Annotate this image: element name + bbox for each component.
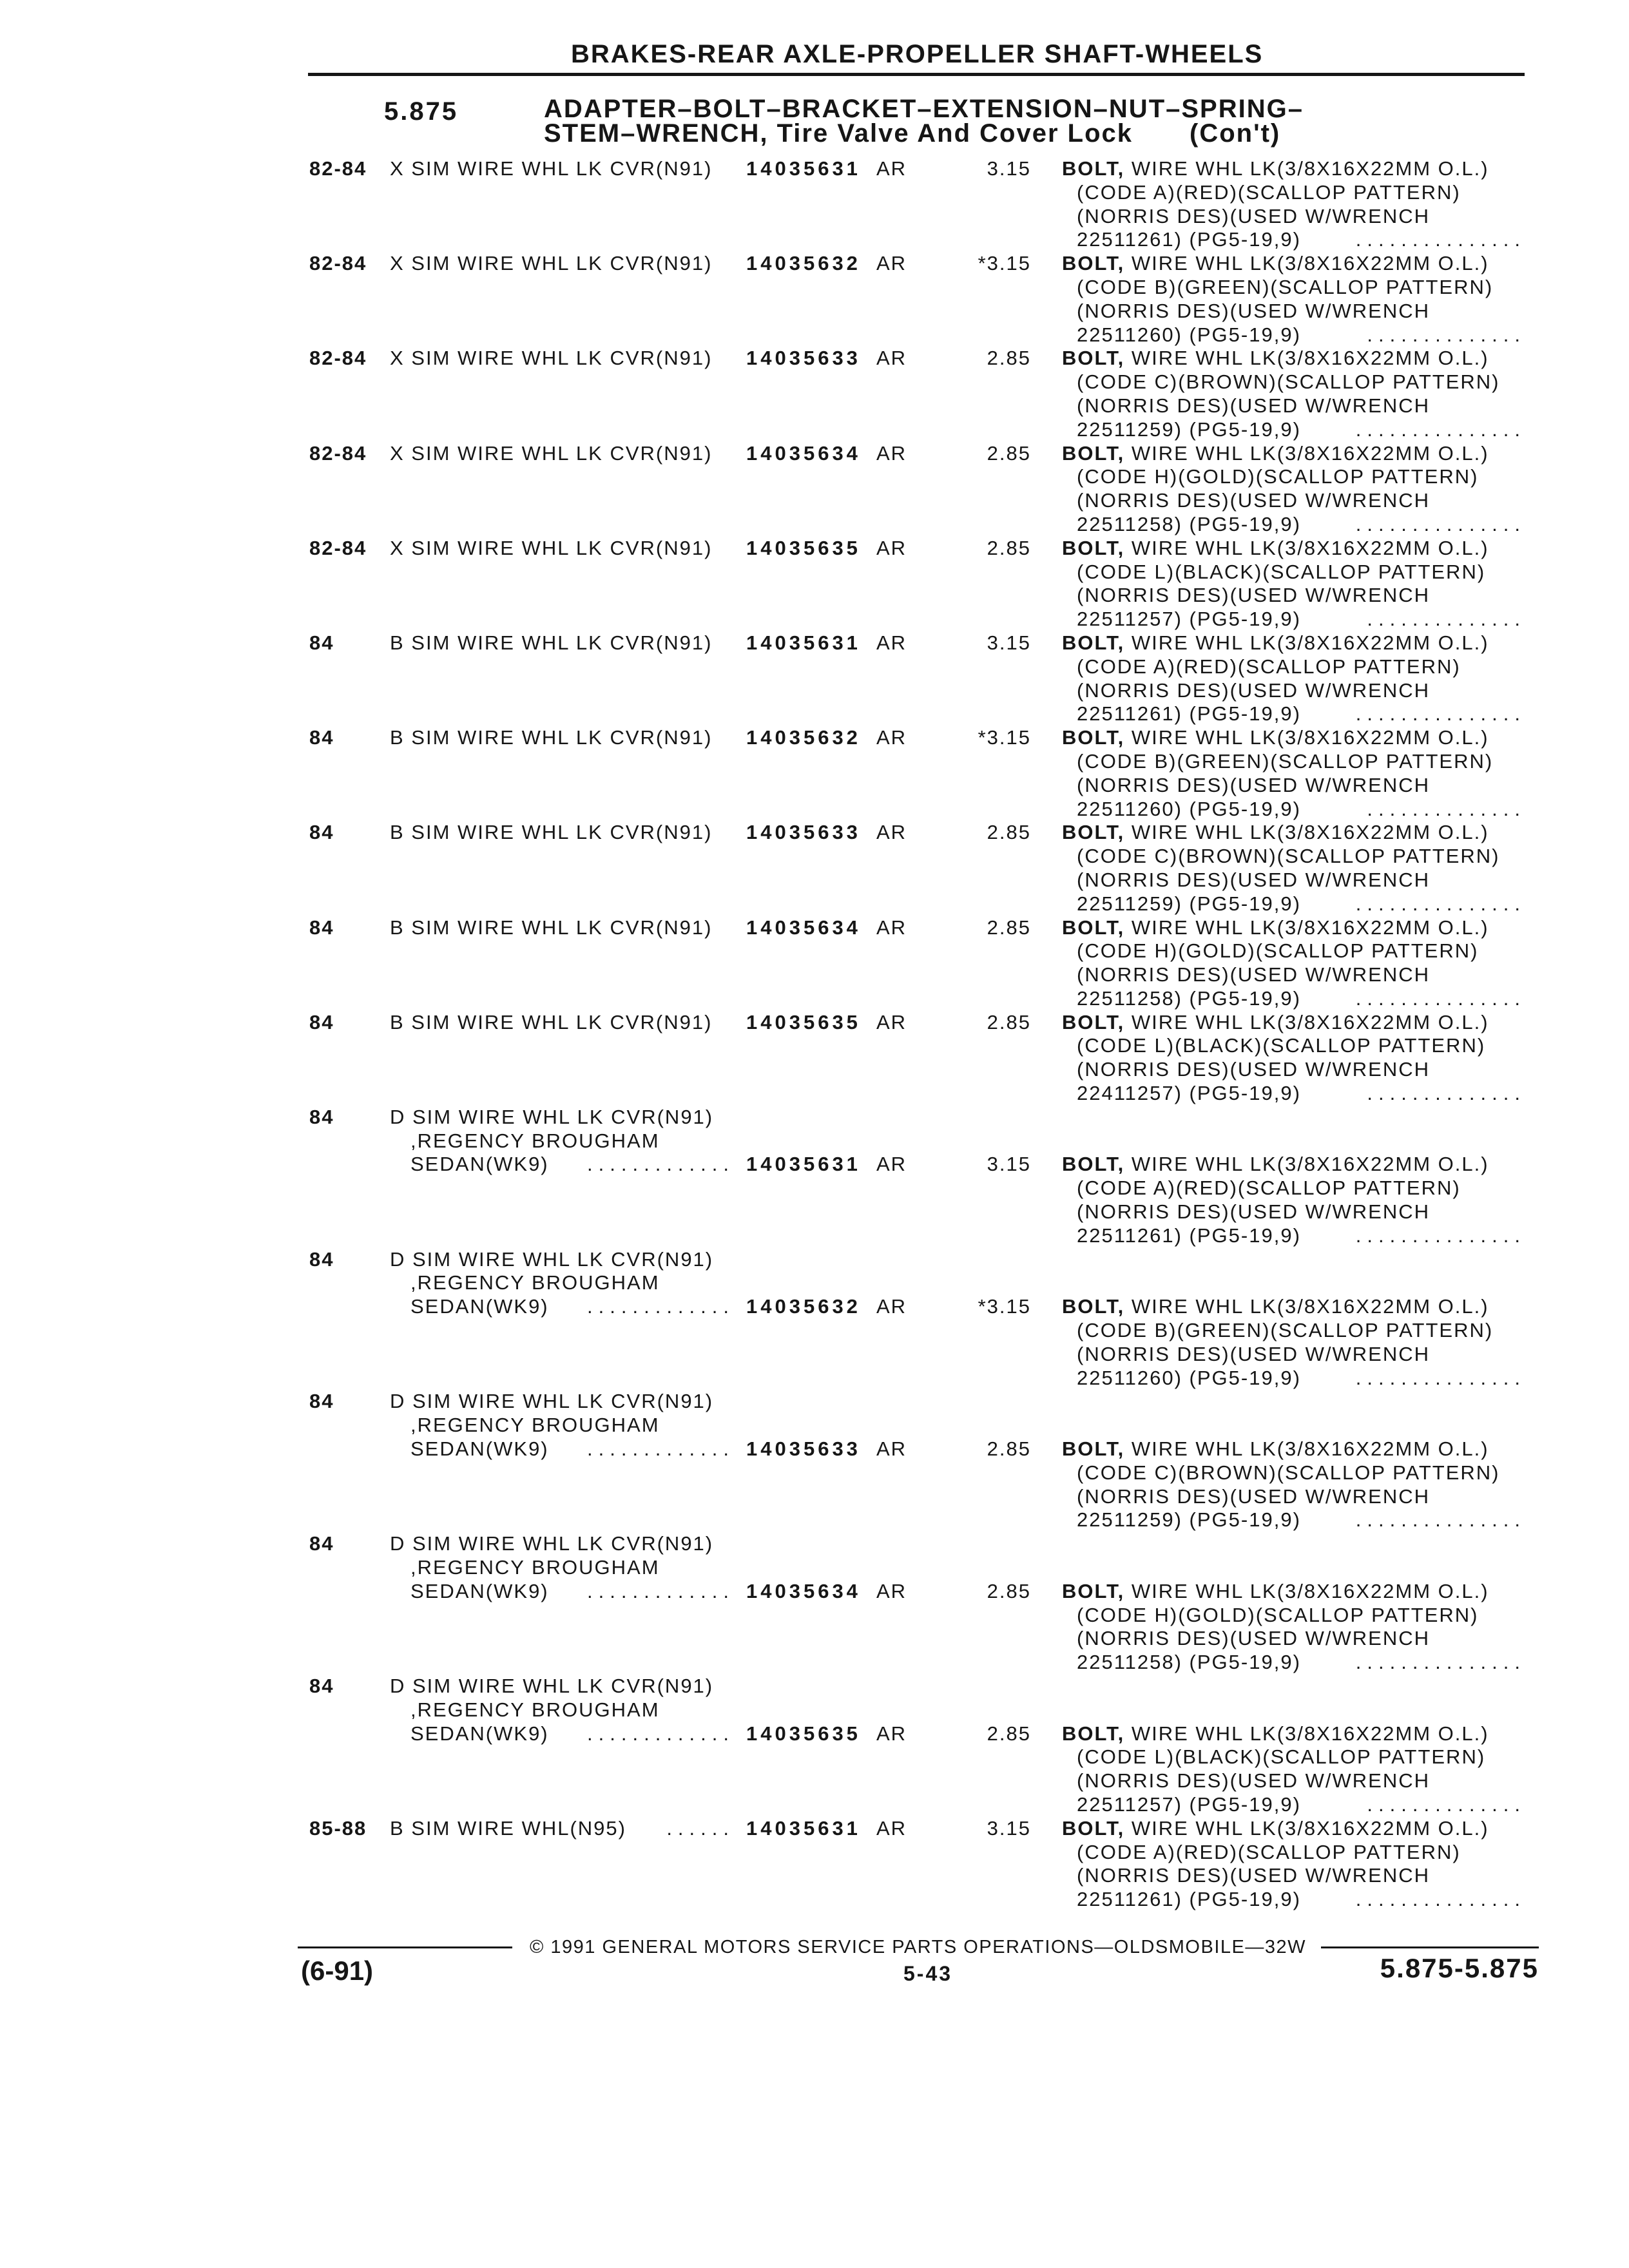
price: 3.15 [987,157,1031,180]
parts-entry [0,347,1629,441]
description-dot-leader: ............... [1355,702,1526,726]
description-line: (NORRIS DES)(USED W/WRENCH [1077,489,1430,512]
price: *3.15 [978,252,1031,275]
usage-line: ,REGENCY BROUGHAM [410,1129,660,1152]
part-number: 14035634 [746,1579,861,1602]
quantity: AR [876,252,907,275]
description-dot-leader: ............... [1355,512,1526,535]
usage-line: ,REGENCY BROUGHAM [410,1271,660,1294]
description-dot-leader: ............... [1355,228,1526,251]
description-line: 22511259) (PG5-19,9) [1077,1508,1301,1532]
description-line: (NORRIS DES)(USED W/WRENCH [1077,584,1430,607]
parts-entry [0,157,1629,252]
part-number: 14035635 [746,1722,861,1745]
usage-line: X SIM WIRE WHL LK CVR(N91) [390,347,713,370]
usage-line: B SIM WIRE WHL LK CVR(N91) [390,726,713,749]
footer-copyright-row [298,1937,1539,1957]
description-line: (CODE H)(GOLD)(SCALLOP PATTERN) [1077,465,1479,488]
price: 2.85 [987,1437,1031,1461]
quantity: AR [876,631,907,654]
description-dot-leader: ............... [1355,1888,1526,1911]
description-line [1062,1011,1489,1035]
footer-rule-right [1321,1946,1539,1948]
part-name: BOLT, [1062,821,1125,844]
quantity: AR [876,441,907,465]
usage-line: B SIM WIRE WHL LK CVR(N91) [390,1010,713,1033]
description-line: (NORRIS DES)(USED W/WRENCH [1077,1627,1430,1650]
description-dot-leader: ............... [1355,1366,1526,1389]
description-text: WIRE WHL LK(3/8X16X22MM O.L.) [1131,726,1489,749]
usage-line: SEDAN(WK9) [410,1437,549,1461]
description-dot-leader: .............. [1367,1082,1526,1105]
description-line [1062,1817,1489,1841]
model-years: 84 [309,631,334,654]
description-dot-leader: ............... [1355,1224,1526,1247]
part-number: 14035633 [746,347,861,370]
description-line [1062,442,1489,466]
description-line: 22511258) (PG5-19,9) [1077,986,1301,1010]
usage-line: D SIM WIRE WHL LK CVR(N91) [390,1675,714,1698]
usage-line: X SIM WIRE WHL LK CVR(N91) [390,536,713,559]
description-line: 22411257) (PG5-19,9) [1077,1082,1301,1105]
description-text: WIRE WHL LK(3/8X16X22MM O.L.) [1131,1816,1489,1840]
description-line: (CODE C)(BROWN)(SCALLOP PATTERN) [1077,370,1500,394]
description-text: WIRE WHL LK(3/8X16X22MM O.L.) [1131,347,1489,370]
description-line: (NORRIS DES)(USED W/WRENCH [1077,773,1430,796]
quantity: AR [876,1010,907,1033]
description-line [1062,821,1489,845]
description-line: (CODE C)(BROWN)(SCALLOP PATTERN) [1077,1461,1500,1484]
part-number: 14035631 [746,1816,861,1840]
description-line: (CODE B)(GREEN)(SCALLOP PATTERN) [1077,1319,1494,1342]
usage-line: X SIM WIRE WHL LK CVR(N91) [390,157,713,180]
description-dot-leader: .............. [1367,797,1526,820]
model-years: 82-84 [309,536,367,559]
description-line: (CODE A)(RED)(SCALLOP PATTERN) [1077,655,1461,678]
description-line: (NORRIS DES)(USED W/WRENCH [1077,299,1430,322]
description-text: WIRE WHL LK(3/8X16X22MM O.L.) [1131,536,1489,559]
parts-entry [0,252,1629,347]
price: 2.85 [987,536,1031,559]
description-line: (NORRIS DES)(USED W/WRENCH [1077,1864,1430,1887]
part-name: BOLT, [1062,157,1125,180]
model-years: 82-84 [309,252,367,275]
page-number: 5-43 [903,1962,953,1985]
price: 2.85 [987,1722,1031,1745]
description-line: 22511261) (PG5-19,9) [1077,228,1301,251]
usage-line: D SIM WIRE WHL LK CVR(N91) [390,1247,714,1271]
parts-entry [0,1248,1629,1390]
parts-entry [0,1011,1629,1106]
description-line: (NORRIS DES)(USED W/WRENCH [1077,678,1430,702]
parts-entry [0,916,1629,1011]
parts-entry [0,442,1629,537]
price: 3.15 [987,1816,1031,1840]
description-text: WIRE WHL LK(3/8X16X22MM O.L.) [1131,1010,1489,1033]
description-line: 22511261) (PG5-19,9) [1077,1888,1301,1911]
quantity: AR [876,1816,907,1840]
model-years: 85-88 [309,1816,367,1840]
usage-line: SEDAN(WK9) [410,1579,549,1602]
part-name: BOLT, [1062,1295,1125,1318]
description-line [1062,157,1489,181]
parts-entry [0,1390,1629,1532]
usage-line: D SIM WIRE WHL LK CVR(N91) [390,1390,714,1413]
price: 2.85 [987,821,1031,844]
description-line [1062,916,1489,940]
description-line [1062,252,1489,276]
usage-line: SEDAN(WK9) [410,1153,549,1176]
usage-dot-leader: ............. [587,1153,735,1176]
model-years: 84 [309,1675,334,1698]
description-dot-leader: .............. [1367,608,1526,631]
description-line: (CODE A)(RED)(SCALLOP PATTERN) [1077,1840,1461,1863]
description-line: (CODE C)(BROWN)(SCALLOP PATTERN) [1077,845,1500,868]
description-text: WIRE WHL LK(3/8X16X22MM O.L.) [1131,1579,1489,1602]
parts-list [0,157,1629,1912]
section-title-line-1: ADAPTER–BOLT–BRACKET–EXTENSION–NUT–SPRING– [544,95,1304,123]
usage-line: D SIM WIRE WHL LK CVR(N91) [390,1105,714,1128]
part-name: BOLT, [1062,441,1125,465]
part-name: BOLT, [1062,726,1125,749]
section-range: 5.875-5.875 [1380,1953,1539,1983]
part-number: 14035635 [746,536,861,559]
description-text: WIRE WHL LK(3/8X16X22MM O.L.) [1131,252,1489,275]
part-number: 14035631 [746,157,861,180]
description-line: 22511259) (PG5-19,9) [1077,418,1301,441]
parts-entry [0,726,1629,821]
parts-entry [0,1106,1629,1248]
description-dot-leader: .............. [1367,323,1526,346]
price: 2.85 [987,916,1031,939]
description-text: WIRE WHL LK(3/8X16X22MM O.L.) [1131,441,1489,465]
description-line: (NORRIS DES)(USED W/WRENCH [1077,1058,1430,1081]
description-line: (NORRIS DES)(USED W/WRENCH [1077,204,1430,227]
description-line: 22511261) (PG5-19,9) [1077,702,1301,726]
usage-line: SEDAN(WK9) [410,1722,549,1745]
description-line: 22511260) (PG5-19,9) [1077,323,1301,346]
part-name: BOLT, [1062,916,1125,939]
price: 2.85 [987,1579,1031,1602]
description-dot-leader: ............... [1355,1508,1526,1532]
description-line: (NORRIS DES)(USED W/WRENCH [1077,394,1430,417]
part-name: BOLT, [1062,1816,1125,1840]
description-line: (CODE A)(RED)(SCALLOP PATTERN) [1077,180,1461,204]
model-years: 84 [309,1105,334,1128]
price: 2.85 [987,441,1031,465]
quantity: AR [876,1579,907,1602]
usage-line: D SIM WIRE WHL LK CVR(N91) [390,1532,714,1555]
page-header-title: BRAKES-REAR AXLE-PROPELLER SHAFT-WHEELS [571,40,1264,68]
part-number: 14035632 [746,726,861,749]
parts-entry [0,1817,1629,1912]
parts-entry [0,1675,1629,1817]
description-line: (NORRIS DES)(USED W/WRENCH [1077,868,1430,891]
part-name: BOLT, [1062,631,1125,654]
description-line: (NORRIS DES)(USED W/WRENCH [1077,1485,1430,1508]
model-years: 84 [309,1247,334,1271]
quantity: AR [876,536,907,559]
description-line: (NORRIS DES)(USED W/WRENCH [1077,963,1430,986]
price: 2.85 [987,1010,1031,1033]
copyright-notice: © 1991 GENERAL MOTORS SERVICE PARTS OPERATIONS—OLDSMOBILE—32W [530,1937,1306,1957]
part-number: 14035633 [746,821,861,844]
price: 3.15 [987,1153,1031,1176]
description-line: 22511257) (PG5-19,9) [1077,1793,1301,1816]
description-line: (NORRIS DES)(USED W/WRENCH [1077,1200,1430,1224]
part-number: 14035631 [746,1153,861,1176]
description-dot-leader: ............... [1355,986,1526,1010]
model-years: 84 [309,1390,334,1413]
parts-entry [0,1532,1629,1675]
description-dot-leader: ............... [1355,418,1526,441]
section-number: 5.875 [384,97,459,126]
description-text: WIRE WHL LK(3/8X16X22MM O.L.) [1131,1722,1489,1745]
model-years: 84 [309,726,334,749]
part-name: BOLT, [1062,1010,1125,1033]
usage-dot-leader: ...... [666,1816,735,1840]
description-dot-leader: .............. [1367,1793,1526,1816]
part-number: 14035633 [746,1437,861,1461]
description-line: 22511258) (PG5-19,9) [1077,512,1301,535]
model-years: 84 [309,821,334,844]
description-line [1062,631,1489,655]
description-line: 22511257) (PG5-19,9) [1077,608,1301,631]
part-name: BOLT, [1062,1437,1125,1461]
description-line: (CODE B)(GREEN)(SCALLOP PATTERN) [1077,749,1494,773]
part-number: 14035635 [746,1010,861,1033]
footer-rule-left [298,1946,512,1948]
description-line: 22511261) (PG5-19,9) [1077,1224,1301,1247]
description-line: (CODE H)(GOLD)(SCALLOP PATTERN) [1077,939,1479,963]
parts-entry [0,821,1629,916]
usage-line: B SIM WIRE WHL LK CVR(N91) [390,821,713,844]
price: 3.15 [987,631,1031,654]
part-name: BOLT, [1062,252,1125,275]
description-line: 22511258) (PG5-19,9) [1077,1651,1301,1674]
part-number: 14035632 [746,1295,861,1318]
usage-dot-leader: ............. [587,1579,735,1602]
description-line [1062,726,1489,750]
description-line: (CODE H)(GOLD)(SCALLOP PATTERN) [1077,1603,1479,1626]
description-line: (CODE L)(BLACK)(SCALLOP PATTERN) [1077,560,1486,583]
part-name: BOLT, [1062,1153,1125,1176]
description-line [1062,537,1489,561]
description-text: WIRE WHL LK(3/8X16X22MM O.L.) [1131,916,1489,939]
model-years: 84 [309,1532,334,1555]
description-line: (NORRIS DES)(USED W/WRENCH [1077,1342,1430,1365]
parts-entry [0,631,1629,726]
quantity: AR [876,347,907,370]
usage-line: ,REGENCY BROUGHAM [410,1556,660,1579]
description-line [1062,1153,1489,1177]
part-number: 14035631 [746,631,861,654]
description-line [1062,1580,1489,1604]
part-number: 14035632 [746,252,861,275]
usage-line: B SIM WIRE WHL(N95) [390,1816,626,1840]
usage-dot-leader: ............. [587,1437,735,1461]
model-years: 82-84 [309,441,367,465]
quantity: AR [876,821,907,844]
description-line: 22511259) (PG5-19,9) [1077,892,1301,915]
description-line: (CODE B)(GREEN)(SCALLOP PATTERN) [1077,275,1494,298]
price: *3.15 [978,726,1031,749]
usage-line: X SIM WIRE WHL LK CVR(N91) [390,252,713,275]
price: 2.85 [987,347,1031,370]
description-line: 22511260) (PG5-19,9) [1077,1366,1301,1389]
usage-line: ,REGENCY BROUGHAM [410,1698,660,1721]
model-years: 84 [309,916,334,939]
usage-line: X SIM WIRE WHL LK CVR(N91) [390,441,713,465]
usage-line: ,REGENCY BROUGHAM [410,1414,660,1437]
description-text: WIRE WHL LK(3/8X16X22MM O.L.) [1131,1153,1489,1176]
description-line: (NORRIS DES)(USED W/WRENCH [1077,1769,1430,1792]
description-line [1062,347,1489,370]
description-line: (CODE A)(RED)(SCALLOP PATTERN) [1077,1177,1461,1200]
description-text: WIRE WHL LK(3/8X16X22MM O.L.) [1131,1295,1489,1318]
usage-line: B SIM WIRE WHL LK CVR(N91) [390,916,713,939]
description-dot-leader: ............... [1355,892,1526,915]
part-name: BOLT, [1062,347,1125,370]
description-line [1062,1295,1489,1319]
model-years: 82-84 [309,347,367,370]
section-title-line-2: STEM–WRENCH, Tire Valve And Cover Lock [544,119,1133,148]
quantity: AR [876,916,907,939]
quantity: AR [876,726,907,749]
description-line: (CODE L)(BLACK)(SCALLOP PATTERN) [1077,1745,1486,1769]
description-dot-leader: ............... [1355,1651,1526,1674]
part-name: BOLT, [1062,1579,1125,1602]
description-line [1062,1437,1489,1461]
description-line: (CODE L)(BLACK)(SCALLOP PATTERN) [1077,1034,1486,1057]
revision-date: (6-91) [301,1956,374,1986]
description-line [1062,1722,1489,1746]
description-text: WIRE WHL LK(3/8X16X22MM O.L.) [1131,157,1489,180]
description-text: WIRE WHL LK(3/8X16X22MM O.L.) [1131,631,1489,654]
usage-line: B SIM WIRE WHL LK CVR(N91) [390,631,713,654]
quantity: AR [876,1295,907,1318]
part-name: BOLT, [1062,1722,1125,1745]
usage-line: SEDAN(WK9) [410,1295,549,1318]
usage-dot-leader: ............. [587,1295,735,1318]
model-years: 82-84 [309,157,367,180]
description-line: 22511260) (PG5-19,9) [1077,797,1301,820]
description-text: WIRE WHL LK(3/8X16X22MM O.L.) [1131,1437,1489,1461]
part-name: BOLT, [1062,536,1125,559]
parts-entry [0,537,1629,631]
usage-dot-leader: ............. [587,1722,735,1745]
quantity: AR [876,1722,907,1745]
quantity: AR [876,1437,907,1461]
quantity: AR [876,1153,907,1176]
part-number: 14035634 [746,441,861,465]
header-rule [308,73,1525,76]
price: *3.15 [978,1295,1031,1318]
quantity: AR [876,157,907,180]
description-text: WIRE WHL LK(3/8X16X22MM O.L.) [1131,821,1489,844]
model-years: 84 [309,1010,334,1033]
continued-label: (Con't) [1190,119,1281,148]
part-number: 14035634 [746,916,861,939]
